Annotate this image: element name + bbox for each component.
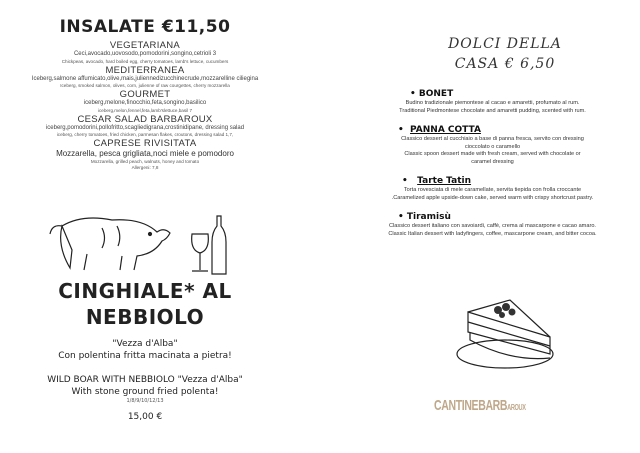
dessert-name: Tarte Tatin [417,176,472,186]
dessert-name: PANNA COTTA [410,125,481,135]
dessert-bonet-heading: • BONET [410,89,454,99]
dessert-line: Classico dessert al cucchiaio a base di panna fresca, servito con dressing [401,136,584,142]
boar-wine-illustration [42,212,232,276]
dessert-line: Classico dessert italiano con savoiardi, caffè, crema al mascarpone e cacao amaro. [389,223,596,229]
desserts-list [345,88,640,247]
salad-name: MEDITERRANEA [105,64,185,76]
main-dish-en-line1: WILD BOAR WITH NEBBIOLO "Vezza d'Alba" [47,375,243,385]
salad-ingredients-it: iceberg,melone,finocchio,feta,songino,basilico [83,100,207,106]
salad-name: CAPRESE RIVISITATA [93,138,197,149]
salad-ingredients-en: Chickpeas, avocado, hard boiled egg, cherry tomatoes, lamb's lettuce, cucumbers [61,58,229,64]
salad-ingredients-en: Mozzarella, grilled peach, walnuts, honey and tomato [90,159,200,164]
main-dish-it-line1: "Vezza d'Alba" [112,339,178,349]
dessert-tiramisu-heading: • Tiramisù [398,212,451,222]
salad-allergens: Allergeni: 7,8 [131,165,159,170]
dessert-line: Torta rovesciata di mele caramellate, servita tiepida con frolla croccante [403,187,582,193]
main-dish-en-line2: With stone ground fried polenta! [71,387,219,397]
salad-ingredients-en: iceberg,melon,fennel,feta,lamb'slettuce,basil 7 [97,107,193,113]
dessert-panna-cotta [345,124,640,166]
dessert-tarte-tatin [345,175,640,202]
dessert-panna-cotta-heading: • PANNA COTTA [398,125,481,135]
cake-slice-illustration [450,292,565,377]
salad-ingredients-it: Mozzarella, pesca grigliata,noci miele e pomodoro [56,149,234,158]
main-dish-title [0,278,290,330]
dessert-line: caramel dressing [471,158,514,165]
salads-title: INSALATE €11,50 [59,17,231,37]
salad-ingredients-en: Iceberg, smoked salmon, olives, corn, julienne of raw courgettes, cherry mozzarella [60,83,230,88]
dessert-line: Budino tradizionale piemontese al cacao e amaretti, profumato al rum. [405,100,580,106]
main-dish-title-line1: CINGHIALE* AL [58,279,232,303]
salads-list [0,40,290,171]
dessert-name: BONET [418,89,454,99]
main-dish-description [0,338,290,423]
salad-ingredients-it: Ceci,avocado,uovosodo,pomodorini,songino,cetrioli 3 [73,51,217,57]
logo-small: AROUX [507,403,526,412]
salad-ingredients-it: iceberg,pomodorini,pollofritto,scagliedigrana,crostinidipane, dressing salad [45,124,245,131]
dessert-line: cioccolato o caramello [464,143,521,150]
dessert-line: .Caramelized apple upside-down cake, served warm with crispy shortcrust pastry. [391,194,594,201]
dessert-bonet [345,88,640,115]
salad-name: VEGETARIANA [109,40,181,51]
main-dish-title-line2: NEBBIOLO [85,305,205,329]
desserts-title-line1: DOLCI DELLA [448,36,562,52]
dessert-line: Classic Italian dessert with ladyfingers, coffee, mascarpone cream, and bitter cocoa. [388,230,597,237]
main-dish-it-line2: Con polentina fritta macinata a pietra! [58,351,232,361]
dessert-name: Tiramisù [406,212,451,222]
dessert-line: Traditional Piedmontese chocolate and amaretti pudding, scented with rum. [399,107,586,114]
main-dish-allergens: 1/8/9/10/12/13 [126,398,164,404]
cantine-barbaroux-logo [434,397,526,414]
logo-main: CANTINEBARB [434,397,508,414]
salad-name: GOURMET [119,89,171,100]
dessert-tarte-tatin-heading: • Tarte Tatin [402,176,472,186]
main-dish-price: 15,00 € [127,412,163,422]
salad-name: CESAR SALAD BARBAROUX [77,113,213,125]
desserts-title [430,34,580,74]
salad-ingredients-it: Iceberg,salmone affumicato,olive,mais,juliennedizucchinecrude,mozzarelline ciliegina [31,75,259,82]
salad-ingredients-en: iceberg, cherry tomatoes, fried chicken, parmesan flakes, croutons, dressing salad 1,7, [56,132,234,137]
dessert-tiramisu [345,211,640,238]
dessert-line: Classic spoon dessert made with fresh cream, served with chocolate or [404,151,581,157]
desserts-title-line2: CASA € 6,50 [454,56,556,72]
